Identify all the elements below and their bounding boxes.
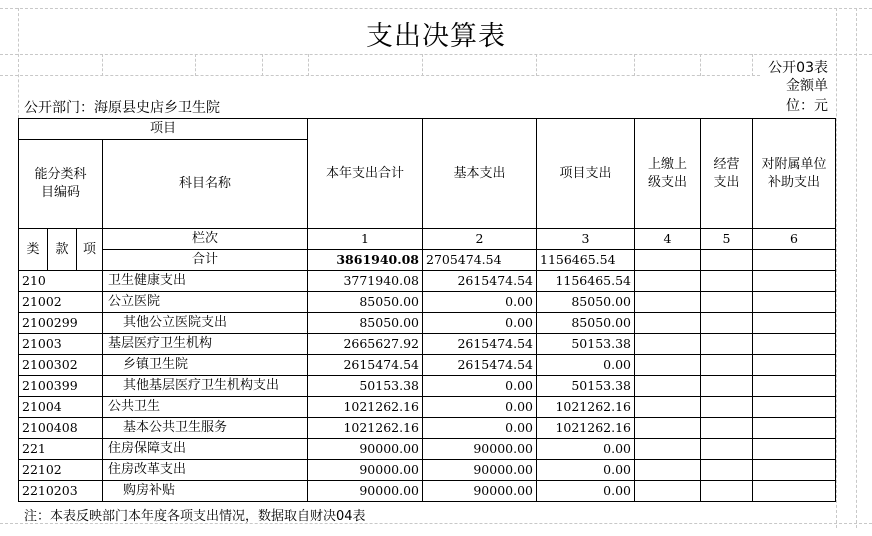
subject-name: 公立医院 — [103, 292, 308, 313]
subject-code: 22102 — [19, 460, 103, 481]
form-number: 公开03表 — [768, 60, 828, 76]
header-operation: 经营支出 — [701, 119, 753, 229]
gridline — [262, 54, 263, 76]
col-number-4: 4 — [635, 229, 701, 250]
amount-project: 85050.00 — [537, 313, 635, 334]
amount-total: 90000.00 — [308, 439, 423, 460]
gridline — [536, 54, 537, 76]
footnote: 注：本表反映部门本年度各项支出情况，数据取自财决04表 — [24, 509, 366, 524]
amount-upper — [635, 460, 701, 481]
header-kuan: 款 — [48, 229, 77, 271]
amount-project: 0.00 — [537, 481, 635, 502]
amount-project: 1021262.16 — [537, 418, 635, 439]
subject-name: 公共卫生 — [103, 397, 308, 418]
total-subsidy — [753, 250, 836, 271]
table-row — [19, 397, 836, 418]
amount-operation — [701, 334, 753, 355]
gridline — [752, 54, 753, 76]
amount-total: 85050.00 — [308, 292, 423, 313]
subject-code: 2100302 — [19, 355, 103, 376]
amount-total: 3771940.08 — [308, 271, 423, 292]
amount-total: 50153.38 — [308, 376, 423, 397]
amount-upper — [635, 439, 701, 460]
subject-name: 基层医疗卫生机构 — [103, 334, 308, 355]
total-project: 1156465.54 — [537, 250, 635, 271]
table-row — [19, 439, 836, 460]
header-xiang: 项 — [77, 229, 103, 271]
header-lei: 类 — [19, 229, 48, 271]
amount-basic: 0.00 — [423, 292, 537, 313]
amount-basic: 90000.00 — [423, 439, 537, 460]
total-upper — [635, 250, 701, 271]
table-row — [19, 292, 836, 313]
gridline — [422, 54, 423, 76]
col-number-6: 6 — [753, 229, 836, 250]
amount-upper — [635, 355, 701, 376]
table-row — [19, 355, 836, 376]
amount-subsidy — [753, 334, 836, 355]
amount-project: 0.00 — [537, 439, 635, 460]
gridline — [102, 54, 103, 76]
amount-subsidy — [753, 460, 836, 481]
amount-project: 85050.00 — [537, 292, 635, 313]
amount-total: 2665627.92 — [308, 334, 423, 355]
amount-upper — [635, 292, 701, 313]
table-row — [19, 334, 836, 355]
gridline — [195, 54, 196, 76]
amount-unit — [776, 76, 828, 116]
table-row — [19, 481, 836, 502]
amount-basic: 0.00 — [423, 376, 537, 397]
amount-subsidy — [753, 271, 836, 292]
subject-name: 其他基层医疗卫生机构支出 — [103, 376, 308, 397]
amount-total: 1021262.16 — [308, 397, 423, 418]
amount-upper — [635, 271, 701, 292]
amount-total: 90000.00 — [308, 481, 423, 502]
amount-basic: 0.00 — [423, 397, 537, 418]
subject-name: 乡镇卫生院 — [103, 355, 308, 376]
table-body — [19, 271, 836, 502]
amount-upper — [635, 313, 701, 334]
amount-operation — [701, 481, 753, 502]
gridline — [0, 75, 760, 76]
amount-basic: 2615474.54 — [423, 271, 537, 292]
amount-total: 90000.00 — [308, 460, 423, 481]
amount-upper — [635, 481, 701, 502]
subject-code: 210 — [19, 271, 103, 292]
header-basic: 基本支出 — [423, 119, 537, 229]
amount-project: 1156465.54 — [537, 271, 635, 292]
amount-upper — [635, 334, 701, 355]
amount-project: 50153.38 — [537, 376, 635, 397]
gridline — [634, 54, 635, 76]
header-subject-name: 科目名称 — [103, 140, 308, 229]
amount-unit-label: 金额单位：元 — [786, 78, 828, 114]
header-upper: 上缴上级支出 — [635, 119, 701, 229]
subject-name: 卫生健康支出 — [103, 271, 308, 292]
amount-subsidy — [753, 418, 836, 439]
subject-code: 2100399 — [19, 376, 103, 397]
total-label: 合计 — [103, 250, 308, 271]
amount-operation — [701, 271, 753, 292]
subject-name: 购房补贴 — [103, 481, 308, 502]
subject-name: 其他公立医院支出 — [103, 313, 308, 334]
total-amount: 3861940.08 — [308, 250, 423, 271]
expenditure-table — [18, 118, 836, 502]
amount-upper — [635, 418, 701, 439]
amount-project: 0.00 — [537, 460, 635, 481]
amount-operation — [701, 397, 753, 418]
subject-code: 2100299 — [19, 313, 103, 334]
subject-code: 221 — [19, 439, 103, 460]
amount-subsidy — [753, 397, 836, 418]
department-label: 公开部门：海原县史店乡卫生院 — [24, 100, 220, 116]
amount-subsidy — [753, 313, 836, 334]
gridline — [0, 54, 872, 55]
subject-code: 21002 — [19, 292, 103, 313]
col-number-1: 1 — [308, 229, 423, 250]
amount-basic: 90000.00 — [423, 460, 537, 481]
amount-total: 1021262.16 — [308, 418, 423, 439]
header-item: 项目 — [19, 119, 308, 140]
amount-subsidy — [753, 355, 836, 376]
gridline — [700, 54, 701, 76]
subject-name: 住房保障支出 — [103, 439, 308, 460]
gridline — [856, 8, 857, 528]
amount-operation — [701, 460, 753, 481]
header-subsidy: 对附属单位补助支出 — [753, 119, 836, 229]
col-number-3: 3 — [537, 229, 635, 250]
subject-code: 21004 — [19, 397, 103, 418]
amount-upper — [635, 397, 701, 418]
header-lanci: 栏次 — [103, 229, 308, 250]
subject-name: 住房改革支出 — [103, 460, 308, 481]
amount-operation — [701, 292, 753, 313]
table-row — [19, 418, 836, 439]
amount-subsidy — [753, 292, 836, 313]
header-func-code: 能分类科目编码 — [19, 140, 103, 229]
amount-operation — [701, 355, 753, 376]
amount-basic: 2615474.54 — [423, 334, 537, 355]
header-project: 项目支出 — [537, 119, 635, 229]
amount-project: 50153.38 — [537, 334, 635, 355]
amount-basic: 0.00 — [423, 418, 537, 439]
amount-operation — [701, 439, 753, 460]
amount-basic: 0.00 — [423, 313, 537, 334]
subject-code: 2210203 — [19, 481, 103, 502]
subject-name: 基本公共卫生服务 — [103, 418, 308, 439]
total-operation — [701, 250, 753, 271]
gridline — [308, 54, 309, 76]
amount-basic: 90000.00 — [423, 481, 537, 502]
gridline — [0, 8, 872, 9]
subject-code: 2100408 — [19, 418, 103, 439]
amount-subsidy — [753, 376, 836, 397]
amount-basic: 2615474.54 — [423, 355, 537, 376]
amount-total: 2615474.54 — [308, 355, 423, 376]
subject-code: 21003 — [19, 334, 103, 355]
amount-project: 1021262.16 — [537, 397, 635, 418]
table-row — [19, 376, 836, 397]
table-row — [19, 460, 836, 481]
header-total: 本年支出合计 — [308, 119, 423, 229]
col-number-5: 5 — [701, 229, 753, 250]
amount-project: 0.00 — [537, 355, 635, 376]
table-row — [19, 313, 836, 334]
amount-operation — [701, 376, 753, 397]
amount-total: 85050.00 — [308, 313, 423, 334]
total-basic: 2705474.54 — [423, 250, 537, 271]
amount-subsidy — [753, 439, 836, 460]
gridline — [836, 8, 837, 528]
amount-operation — [701, 418, 753, 439]
amount-operation — [701, 313, 753, 334]
col-number-2: 2 — [423, 229, 537, 250]
amount-subsidy — [753, 481, 836, 502]
amount-upper — [635, 376, 701, 397]
table-row — [19, 271, 836, 292]
report-title: 支出决算表 — [366, 21, 506, 52]
